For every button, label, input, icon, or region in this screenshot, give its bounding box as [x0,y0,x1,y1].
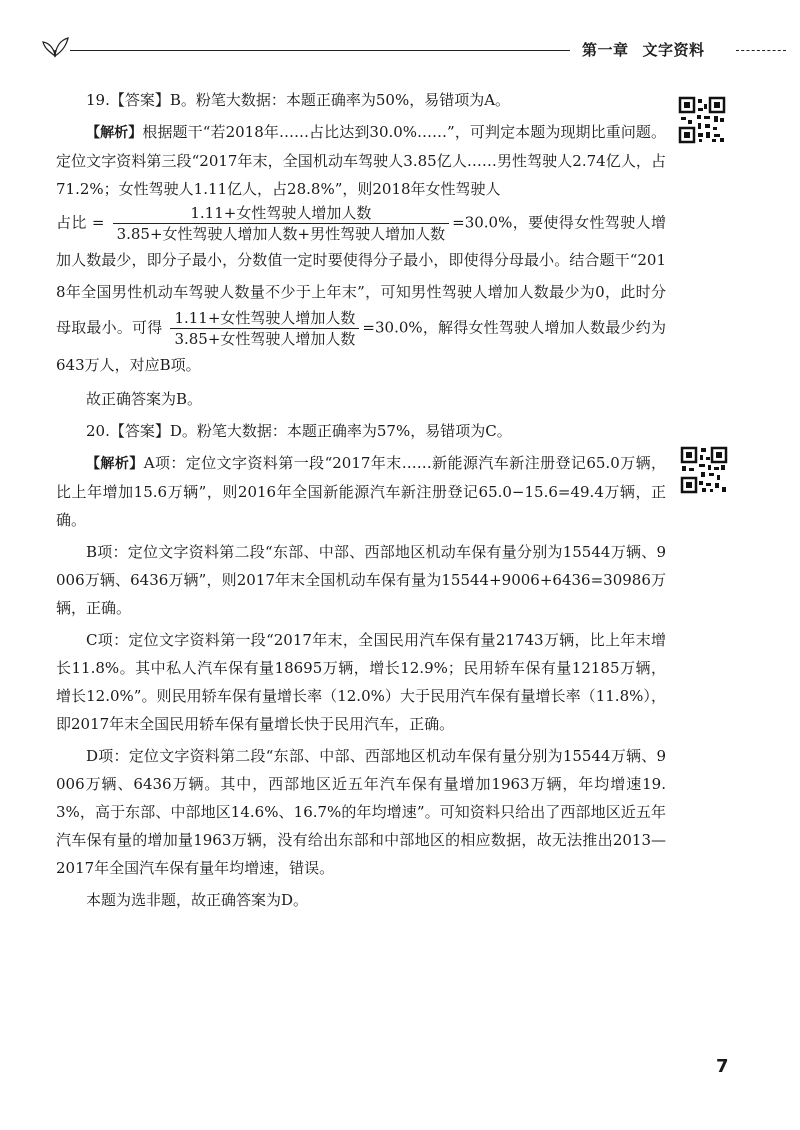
q19-analysis-text: 根据题干“若2018年……占比达到30.0%……”，可判定本题为现期比重问题。定位文字资料第三段“2017年末，全国机动车驾驶人3.85亿人……男性驾驶人2.74亿人，占71.2%；女性驾驶人1.11亿人，占28.8%”，则2018年女性驾驶人 [56,123,667,198]
fraction-2 [170,308,359,349]
answer-content [56,86,666,914]
q20-analysis-a [56,449,666,534]
chapter-title [582,39,705,60]
fraction-2-denominator: 3.85+女性驾驶人增加人数 [170,328,359,349]
page-number: 7 [716,1056,729,1077]
q19-analysis-tag: 【解析】 [86,125,143,141]
q20-option-d: D项：定位文字资料第二段“东部、中部、西部地区机动车保有量分别为15544万辆、9006万辆、6436万辆。其中，西部地区近五年汽车保有量增加1963万辆，年均增速19.3%，高于东部、中部地区14.6%、16.7%的年均增速”。可知资料只给出了西部地区近五年汽车保有量的增加量1963万辆，没有给出东部和中部地区的相应数据，故无法推出2013—2017年全国汽车保有量年均增速，错误。 [56,747,666,877]
page-header [0,26,800,66]
chapter-section: 文字资料 [642,41,705,59]
fraction-1-text-after: =30.0%，要使得女性驾驶人增加人数最少，即分子最小，分数值一定时要使得分子最小，即使得分母最小。结合题干“2018年全国男性机动车驾驶人数量不少于上年末”，可知男性驾驶人增加人数最少为0，此时分母取最小。可得 [56,213,666,337]
q20-option-a-text: A项：定位文字资料第一段“2017年末……新能源汽车新注册登记65.0万辆，比上年增加15.6万辆”，则2016年全国新能源汽车新注册登记65.0−15.6=49.4万辆，正确。 [56,454,666,529]
fraction-1 [113,203,450,244]
fraction-1-numerator: 1.11+女性驾驶人增加人数 [190,204,372,222]
header-rule [70,50,570,51]
qr-code-icon-q19[interactable] [678,96,726,144]
qr-code-icon-q20[interactable] [680,446,728,494]
q20-option-c: C项：定位文字资料第一段“2017年末，全国民用汽车保有量21743万辆，比上年末增长11.8%。其中私人汽车保有量18695万辆，增长12.9%；民用轿车保有量12185万辆，增长12.0%”。则民用轿车保有量增长率（12.0%）大于民用汽车保有量增长率（11.8%），即2017年末全国民用轿车保有量增长快于民用汽车，正确。 [56,631,666,733]
q19-analysis [56,118,666,203]
ratio-prefix: 占比 = [56,213,105,232]
chapter-number: 第一章 [582,41,629,59]
q19-conclusion: 故正确答案为B。 [86,390,203,408]
q19-formula-paragraph [56,203,666,381]
fraction-2-text-after: =30.0%，解得女性驾驶人增加人数最少约为643万人，对应B项。 [56,318,666,374]
q20-answer-line: 20.【答案】D。粉笔大数据：本题正确率为57%，易错项为C。 [86,422,512,440]
q20-analysis-tag: 【解析】 [86,456,144,472]
q19-answer-line: 19.【答案】B。粉笔大数据：本题正确率为50%，易错项为A。 [86,91,511,109]
fraction-2-numerator: 1.11+女性驾驶人增加人数 [174,309,356,327]
fraction-1-denominator: 3.85+女性驾驶人增加人数+男性驾驶人增加人数 [113,223,450,244]
header-rule-right [736,50,786,51]
leaf-icon [40,32,70,58]
q20-option-b: B项：定位文字资料第二段“东部、中部、西部地区机动车保有量分别为15544万辆、9006万辆、6436万辆”，则2017年末全国机动车保有量为15544+9006+6436=30986万辆，正确。 [56,543,666,617]
q20-conclusion: 本题为选非题，故正确答案为D。 [86,891,309,909]
